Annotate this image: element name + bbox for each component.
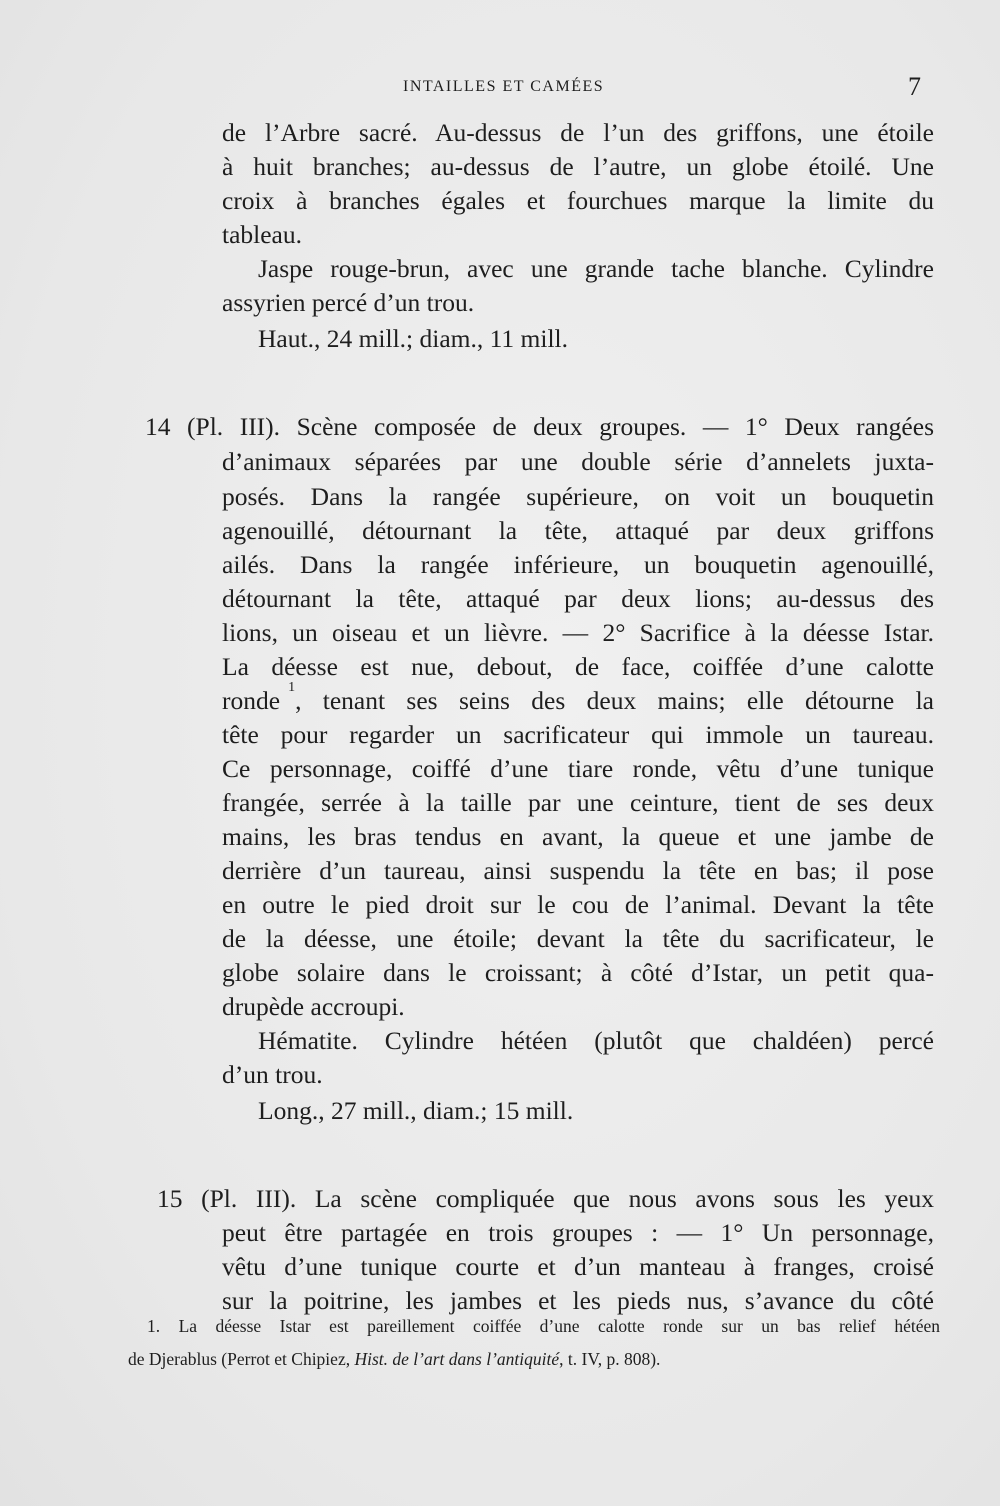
entry-heading-line: 15 (Pl. III). La scène compliquée que nous avons sous les yeux [157, 1184, 934, 1213]
text-line: assyrien percé d’un trou. [222, 288, 475, 317]
text-line: mains, les bras tendus en avant, la queue et une jambe de [222, 822, 934, 851]
text-line: Jaspe rouge-brun, avec une grande tache blanche. Cylindre [258, 254, 934, 283]
footnote-line: 1. La déesse Istar est pareillement coiffée d’une calotte ronde sur un bas relief hétéen [147, 1316, 940, 1336]
running-title: INTAILLES ET CAMÉES [403, 78, 605, 95]
text-line: Haut., 24 mill.; diam., 11 mill. [258, 324, 568, 353]
text-line: sur la poitrine, les jambes et les pieds nus, s’avance du côté [222, 1286, 934, 1315]
text-line: peut être partagée en trois groupes : — 1° Un personnage, [222, 1218, 934, 1247]
text-line: d’animaux séparées par une double série d’annelets juxta- [222, 447, 934, 476]
footnote-text: de Djerablus (Perrot et Chipiez, [128, 1349, 355, 1369]
text-line: tête pour regarder un sacrificateur qui immole un taureau. [222, 720, 934, 749]
text-line: drupède accroupi. [222, 992, 405, 1021]
page-number: 7 [908, 72, 921, 101]
text-line: détournant la tête, attaqué par deux lions; au-dessus des [222, 584, 934, 613]
text-line: Long., 27 mill., diam.; 15 mill. [258, 1096, 574, 1125]
footnote-italic-title: Hist. de l’art dans l’antiquité [354, 1349, 560, 1369]
text-line: de l’Arbre sacré. Au-dessus de l’un des griffons, une étoile [222, 118, 934, 147]
text-fragment: , tenant ses seins des deux mains; elle détourne la [295, 686, 934, 715]
text-line: vêtu d’une tunique courte et d’un manteau à franges, croisé [222, 1252, 934, 1281]
text-fragment: ronde [222, 686, 281, 715]
text-line: derrière d’un taureau, ainsi suspendu la tête en bas; il pose [222, 856, 934, 885]
entry-heading-line: 14 (Pl. III). Scène composée de deux groupes. — 1° Deux rangées [145, 412, 934, 441]
running-head [0, 72, 1000, 101]
footnote-text: , t. IV, p. 808). [559, 1349, 661, 1369]
footnote-line [128, 1351, 660, 1369]
text-line: globe solaire dans le croissant; à côté d’Istar, un petit qua- [222, 958, 934, 987]
text-line: croix à branches égales et fourchues marque la limite du [222, 186, 934, 215]
text-line: lions, un oiseau et un lièvre. — 2° Sacrifice à la déesse Istar. [222, 618, 934, 647]
text-line: Ce personnage, coiffé d’une tiare ronde, vêtu d’une tunique [222, 754, 934, 783]
text-line: de la déesse, une étoile; devant la tête du sacrificateur, le [222, 924, 934, 953]
text-line-with-note [222, 680, 934, 715]
text-line: frangée, serrée à la taille par une ceinture, tient de ses deux [222, 788, 934, 817]
text-line: en outre le pied droit sur le cou de l’animal. Devant la tête [222, 890, 934, 919]
text-line: d’un trou. [222, 1060, 323, 1089]
text-line: posés. Dans la rangée supérieure, on voit un bouquetin [222, 482, 934, 511]
text-line: à huit branches; au-dessus de l’autre, un globe étoilé. Une [222, 152, 934, 181]
text-line: agenouillé, détournant la tête, attaqué par deux griffons [222, 516, 934, 545]
text-line: La déesse est nue, debout, de face, coiffée d’une calotte [222, 652, 934, 681]
footnote-ref[interactable]: 1 [288, 680, 296, 695]
text-line: Hématite. Cylindre hétéen (plutôt que chaldéen) percé [258, 1026, 934, 1055]
text-line: tableau. [222, 220, 302, 249]
text-line: ailés. Dans la rangée inférieure, un bouquetin agenouillé, [222, 550, 934, 579]
